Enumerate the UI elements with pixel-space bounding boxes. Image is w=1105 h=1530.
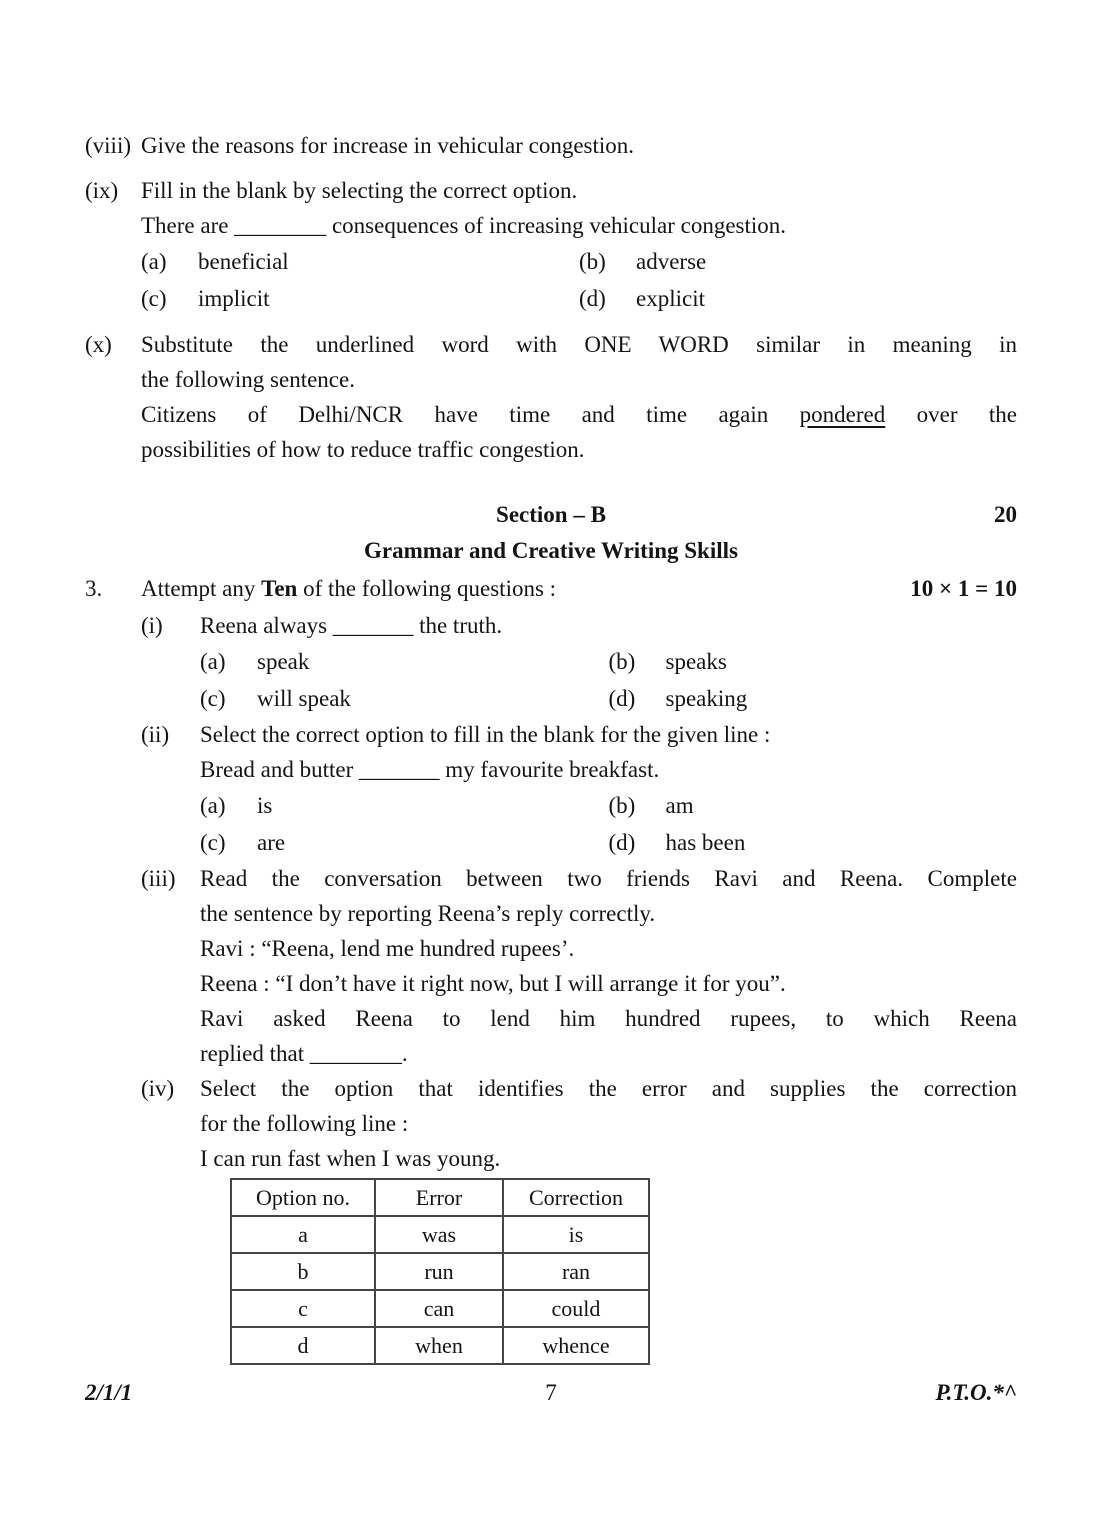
option-a	[200, 787, 609, 824]
pto-marker: P.T.O.*^	[935, 1380, 1018, 1405]
option-a-label: (a)	[200, 649, 226, 674]
question-viii-text: Give the reasons for increase in vehicular congestion.	[141, 133, 635, 158]
page-number: 7	[545, 1380, 557, 1405]
option-b-label: (b)	[579, 249, 606, 274]
question-ix-fill-line: There are ________ consequences of increasing vehicular congestion.	[141, 213, 787, 238]
table-header-error: Error	[375, 1179, 503, 1216]
intro-pre: Attempt any	[141, 576, 262, 601]
intro-post: of the following questions :	[297, 576, 557, 601]
table-cell: run	[375, 1253, 503, 1290]
table-row	[231, 1290, 649, 1327]
question-x-sentence-line2: possibilities of how to reduce traffic congestion.	[141, 437, 585, 462]
question-viii	[85, 128, 1017, 163]
table-cell: could	[503, 1290, 649, 1327]
question-x-number: (x)	[85, 332, 112, 357]
option-c-label: (c)	[200, 830, 226, 855]
table-cell: d	[231, 1327, 375, 1364]
option-d-text: speaking	[665, 686, 748, 711]
option-c-text: will speak	[257, 686, 351, 711]
section-heading	[85, 497, 1017, 533]
question-ix	[85, 173, 1017, 317]
question-ix-options	[141, 243, 1017, 317]
question-x	[85, 327, 1017, 467]
table-cell: b	[231, 1253, 375, 1290]
subquestion-iii-line2: the sentence by reporting Reena’s reply correctly.	[200, 901, 656, 926]
option-a-text: beneficial	[198, 249, 289, 274]
subquestion-iv	[141, 1071, 1017, 1365]
table-row	[231, 1216, 649, 1253]
table-cell: is	[503, 1216, 649, 1253]
question-3-marks: 10 × 1 = 10	[910, 576, 1017, 601]
option-c	[200, 824, 609, 861]
subquestion-iii-line6: replied that ________.	[200, 1041, 408, 1066]
option-d-label: (d)	[579, 286, 606, 311]
table-cell: can	[375, 1290, 503, 1327]
question-viii-number: (viii)	[85, 133, 131, 158]
subquestion-ii	[141, 717, 1017, 861]
section-marks: 20	[994, 502, 1017, 527]
question-x-sentence-line1	[141, 397, 1017, 432]
subquestion-iv-line2: for the following line :	[200, 1111, 409, 1136]
option-d-label: (d)	[608, 830, 636, 855]
option-c-label: (c)	[200, 686, 226, 711]
section-title: Section – B	[496, 502, 606, 527]
table-cell: when	[375, 1327, 503, 1364]
option-b-text: adverse	[636, 249, 707, 274]
option-d-text: has been	[665, 830, 746, 855]
table-cell: a	[231, 1216, 375, 1253]
subquestion-iii	[141, 861, 1017, 1071]
sentence-mid: over the	[885, 402, 1018, 427]
option-d-text: explicit	[636, 286, 705, 311]
table-header-row	[231, 1179, 649, 1216]
subquestion-ii-number: (ii)	[141, 722, 170, 747]
option-b-label: (b)	[608, 793, 636, 818]
subquestion-iv-line1: Select the option that identifies the error and supplies the correction	[200, 1076, 1017, 1101]
option-b	[579, 243, 1017, 280]
option-b	[609, 787, 1018, 824]
question-3-intro	[85, 571, 1017, 606]
subquestion-i-line: Reena always _______ the truth.	[200, 613, 503, 638]
subquestion-i	[141, 608, 1017, 717]
table-cell: whence	[503, 1327, 649, 1364]
option-b-label: (b)	[608, 649, 636, 674]
page-footer	[85, 1378, 1017, 1408]
option-c-text: implicit	[198, 286, 270, 311]
option-a-text: is	[257, 793, 273, 818]
table-row	[231, 1253, 649, 1290]
option-d	[579, 280, 1017, 317]
option-d-label: (d)	[608, 686, 636, 711]
subquestion-iii-line1: Read the conversation between two friends Ravi and Reena. Complete	[200, 866, 1017, 891]
paper-code: 2/1/1	[85, 1380, 133, 1405]
question-3-text	[141, 571, 910, 606]
subquestion-iv-number: (iv)	[141, 1076, 175, 1101]
question-3-number: 3.	[85, 576, 103, 601]
option-c	[200, 680, 609, 717]
option-c-label: (c)	[141, 286, 167, 311]
error-correction-table	[230, 1178, 650, 1365]
option-a-text: speak	[257, 649, 310, 674]
section-subtitle: Grammar and Creative Writing Skills	[364, 538, 738, 563]
question-3-subquestions	[85, 608, 1017, 1365]
subquestion-i-options	[200, 643, 1017, 717]
subquestion-iii-line3: Ravi : “Reena, lend me hundred rupees’.	[200, 936, 575, 961]
option-a	[141, 243, 579, 280]
table-header-option-no: Option no.	[231, 1179, 375, 1216]
question-x-text-line2: the following sentence.	[141, 367, 355, 392]
subquestion-iii-line4: Reena : “I don’t have it right now, but I will arrange it for you”.	[200, 971, 786, 996]
sentence-pre: Citizens of Delhi/NCR have time and time again	[141, 402, 800, 427]
subquestion-ii-options	[200, 787, 1017, 861]
question-x-text-line1: Substitute the underlined word with ONE WORD similar in meaning in	[141, 332, 1017, 357]
intro-bold: Ten	[261, 576, 298, 601]
question-ix-number: (ix)	[85, 178, 119, 203]
option-c	[141, 280, 579, 317]
question-ix-text: Fill in the blank by selecting the correct option.	[141, 178, 578, 203]
subquestion-iii-line5: Ravi asked Reena to lend him hundred rupees, to which Reena	[200, 1006, 1017, 1031]
option-a	[200, 643, 609, 680]
subquestion-iv-line3: I can run fast when I was young.	[200, 1146, 501, 1171]
option-d	[609, 824, 1018, 861]
subquestion-ii-line1: Select the correct option to fill in the blank for the given line :	[200, 722, 771, 747]
option-a-label: (a)	[141, 249, 167, 274]
subquestion-ii-line2: Bread and butter _______ my favourite breakfast.	[200, 757, 660, 782]
table-row	[231, 1327, 649, 1364]
option-a-label: (a)	[200, 793, 226, 818]
subquestion-i-number: (i)	[141, 613, 163, 638]
table-cell: ran	[503, 1253, 649, 1290]
option-d	[609, 680, 1018, 717]
underlined-word: pondered	[799, 402, 886, 427]
table-cell: was	[375, 1216, 503, 1253]
option-b-text: speaks	[665, 649, 727, 674]
exam-page-content	[85, 128, 1017, 1365]
table-header-correction: Correction	[503, 1179, 649, 1216]
option-b	[609, 643, 1018, 680]
subquestion-iii-number: (iii)	[141, 866, 176, 891]
option-b-text: am	[665, 793, 694, 818]
option-c-text: are	[257, 830, 286, 855]
table-cell: c	[231, 1290, 375, 1327]
